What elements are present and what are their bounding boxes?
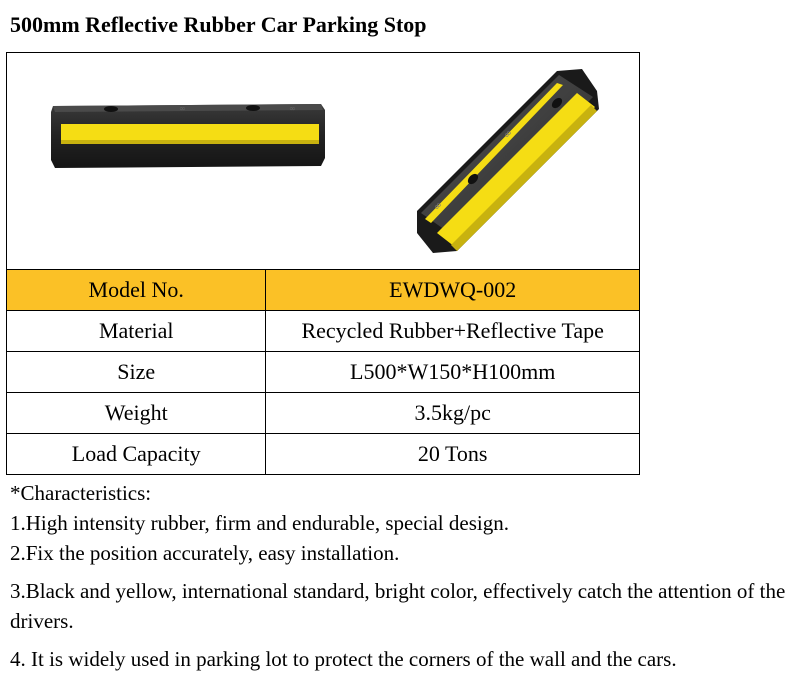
parking-stop-angled-image — [407, 61, 607, 261]
size-label-cell: Size — [7, 352, 266, 393]
size-value-cell: L500*W150*H100mm — [266, 352, 640, 393]
model-value-cell: EWDWQ-002 — [266, 270, 640, 311]
characteristics-heading: *Characteristics: — [10, 481, 152, 505]
table-header-row — [7, 270, 640, 311]
characteristic-item-4: 4. It is widely used in parking lot to protect the corners of the wall and the cars. — [10, 647, 677, 671]
table-row — [7, 352, 640, 393]
material-label-cell: Material — [7, 311, 266, 352]
model-label-cell: Model No. — [7, 270, 266, 311]
weight-label-cell: Weight — [7, 393, 266, 434]
spec-table — [6, 52, 640, 475]
parking-stop-front-image — [47, 98, 327, 170]
characteristic-item-1: 1.High intensity rubber, firm and endurable, special design. — [10, 511, 509, 535]
load-capacity-value-cell: 20 Tons — [266, 434, 640, 475]
weight-value-cell: 3.5kg/pc — [266, 393, 640, 434]
svg-text:∞: ∞ — [501, 127, 516, 142]
svg-text:∞: ∞ — [431, 199, 446, 214]
svg-text:∞: ∞ — [289, 104, 296, 113]
load-capacity-label-cell: Load Capacity — [7, 434, 266, 475]
characteristic-item-2: 2.Fix the position accurately, easy installation. — [10, 541, 400, 565]
svg-text:∞: ∞ — [179, 104, 186, 113]
characteristics-section — [10, 478, 800, 674]
material-value-cell: Recycled Rubber+Reflective Tape — [266, 311, 640, 352]
table-row — [7, 434, 640, 475]
table-row — [7, 393, 640, 434]
page-title: 500mm Reflective Rubber Car Parking Stop — [10, 12, 427, 37]
image-row — [7, 53, 640, 270]
product-image-cell — [7, 53, 640, 270]
table-row — [7, 311, 640, 352]
characteristic-item-3: 3.Black and yellow, international standard, bright color, effectively catch the attention of the drivers. — [10, 579, 786, 633]
